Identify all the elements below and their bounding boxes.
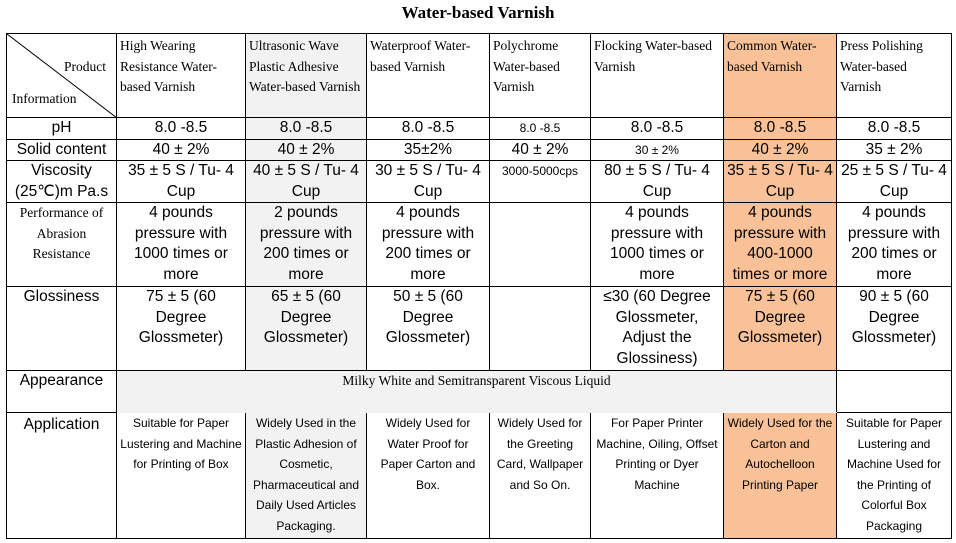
row-label: pH [7,118,117,140]
table-cell: For Paper Printer Machine, Oiling, Offset Printing or Dyer Machine [591,413,724,539]
table-cell: 8.0 -8.5 [367,118,490,140]
table-cell: 90 ± 5 (60 Degree Glossmeter) [837,287,952,371]
spec-table [6,33,952,539]
row-label [7,161,117,203]
table-cell: 4 pounds pressure with 400-1000 times or more [724,203,837,287]
table-cell: 25 ± 5 S / Tu- 4 Cup [837,161,952,203]
table-cell: 75 ± 5 (60 Degree Glossmeter) [724,287,837,371]
row-label: Solid content [7,139,117,161]
corner-information-label: Information [12,91,77,106]
table-row-viscosity [7,161,952,203]
table-cell: 75 ± 5 (60 Degree Glossmeter) [117,287,246,371]
table-cell: 4 pounds pressure with 200 times or more [837,203,952,287]
product-header: Press Polishing Water-based Varnish [837,34,952,118]
table-row-glossiness [7,287,952,371]
header-corner-cell [7,34,117,118]
table-header-row [7,34,952,118]
table-cell: 4 pounds pressure with 1000 times or more [117,203,246,287]
table-cell: 40 ± 2% [246,139,367,161]
table-cell: 40 ± 2% [490,139,591,161]
table-cell: Suitable for Paper Lustering and Machine Used for the Printing of Colorful Box Packaging [837,413,952,539]
table-cell [490,287,591,371]
row-label: Appearance [7,371,117,413]
table-cell: 40 ± 2% [724,139,837,161]
table-cell: 4 pounds pressure with 200 times or more [367,203,490,287]
table-cell: Widely Used for the Carton and Autochelloon Printing Paper [724,413,837,539]
table-row-application [7,413,952,539]
table-row-appearance [7,371,952,413]
table-row-solid-content [7,139,952,161]
table-cell: Widely Used in the Plastic Adhesion of Cosmetic, Pharmaceutical and Daily Used Articles Packaging. [246,413,367,539]
table-cell: 50 ± 5 (60 Degree Glossmeter) [367,287,490,371]
table-cell: Widely Used for Water Proof for Paper Carton and Box. [367,413,490,539]
product-header: Ultrasonic Wave Plastic Adhesive Water-based Varnish [246,34,367,118]
table-cell: 35 ± 5 S / Tu- 4 Cup [117,161,246,203]
table-cell: 8.0 -8.5 [117,118,246,140]
viscosity-label-line2: (25℃)m Pa.s [14,182,109,200]
table-cell [837,371,952,413]
table-cell: 40 ± 5 S / Tu- 4 Cup [246,161,367,203]
product-header: Flocking Water-based Varnish [591,34,724,118]
page-title: Water-based Varnish [401,3,555,22]
appearance-value: Milky White and Semitransparent Viscous Liquid [117,371,837,413]
table-cell: 8.0 -8.5 [837,118,952,140]
table-cell [490,203,591,287]
table-cell: Suitable for Paper Lustering and Machine for Printing of Box [117,413,246,539]
table-cell: 30 ± 5 S / Tu- 4 Cup [367,161,490,203]
table-cell: 80 ± 5 S / Tu- 4 Cup [591,161,724,203]
table-cell: 8.0 -8.5 [490,118,591,140]
table-cell: 40 ± 2% [117,139,246,161]
table-cell: 4 pounds pressure with 1000 times or more [591,203,724,287]
row-label: Performance of Abrasion Resistance [7,203,117,287]
row-label: Application [7,413,117,539]
table-cell: 35±2% [367,139,490,161]
table-cell: 35 ± 2% [837,139,952,161]
product-header: Polychrome Water-based Varnish [490,34,591,118]
table-cell: 2 pounds pressure with 200 times or more [246,203,367,287]
product-header: High Wearing Resistance Water-based Varnish [117,34,246,118]
table-cell: Widely Used for the Greeting Card, Wallpaper and So On. [490,413,591,539]
table-cell: 3000-5000cps [490,161,591,203]
table-cell: 30 ± 2% [591,139,724,161]
table-cell: 35 ± 5 S / Tu- 4 Cup [724,161,837,203]
product-header: Waterproof Water-based Varnish [367,34,490,118]
row-label: Glossiness [7,287,117,371]
table-row-abrasion [7,203,952,287]
corner-product-label: Product [64,59,106,74]
table-cell: 8.0 -8.5 [591,118,724,140]
table-cell: ≤30 (60 Degree Glossmeter, Adjust the Glossiness) [591,287,724,371]
table-cell: 8.0 -8.5 [246,118,367,140]
product-header-highlighted: Common Water-based Varnish [724,34,837,118]
table-cell: 65 ± 5 (60 Degree Glossmeter) [246,287,367,371]
table-row-ph [7,118,952,140]
table-cell: 8.0 -8.5 [724,118,837,140]
viscosity-label-line1: Viscosity [31,162,92,179]
